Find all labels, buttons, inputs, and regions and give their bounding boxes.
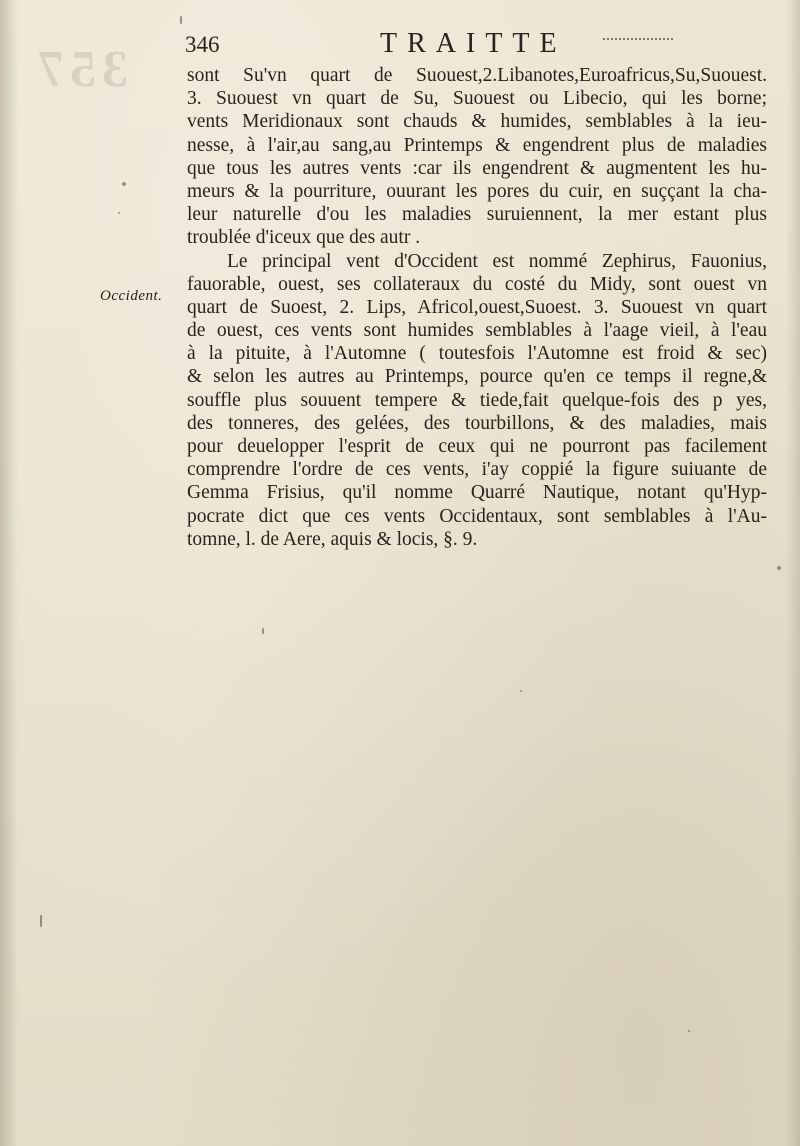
paper-speck xyxy=(688,1030,690,1032)
text-line: meurs & la pourriture, ouurant les pores du cuir, en suççant la cha- xyxy=(187,180,767,202)
text-line: tomne, l. de Aere, aquis & locis, §. 9. xyxy=(187,528,478,550)
running-title: TRAITTE xyxy=(380,28,567,59)
text-line: que tous les autres vents :car ils engendrent & augmentent les hu- xyxy=(187,157,767,179)
text-line: & selon les autres au Printemps, pource qu'en ce temps il regne,& xyxy=(187,366,767,388)
text-line: troublée d'iceux que des autr . xyxy=(187,227,421,249)
paper-speck xyxy=(262,628,264,634)
margin-note: Occident. xyxy=(100,288,163,304)
page-gutter-shadow xyxy=(0,0,18,1146)
paper-speck xyxy=(777,566,781,570)
text-line: à la pituite, à l'Automne ( toutesfois l'Automne est froid & sec) xyxy=(187,343,767,365)
text-line: pocrate dict que ces vents Occidentaux, sont semblables à l'Au- xyxy=(187,505,767,527)
paper-speck xyxy=(180,16,182,24)
text-line: pour deuelopper l'esprit de ceux qui ne pourront pas facilement xyxy=(187,436,767,457)
text-line: quart de Suoest, 2. Lips, Africol,ouest,Suoest. 3. Suouest vn quart xyxy=(187,296,767,318)
text-line: leur naturelle d'ou les maladies suruiennent, la mer estant plus xyxy=(187,204,767,226)
text-line: sont Su'vn quart de Suouest,2.Libanotes,Euroafricus,Su,Suouest. xyxy=(187,65,767,86)
paper-speck xyxy=(122,182,126,186)
page-header xyxy=(185,28,765,68)
text-line: fauorable, ouest, ses collateraux du costé du Midy, sont ouest vn xyxy=(187,273,767,295)
paragraph-1 xyxy=(187,64,767,250)
text-line: Gemma Frisius, qu'il nomme Quarré Nautique, notant qu'Hyp- xyxy=(187,482,767,504)
show-through-ink: 357 xyxy=(32,41,128,98)
page-number: 346 xyxy=(185,32,220,57)
header-ornament xyxy=(603,38,673,50)
body-text xyxy=(187,64,767,551)
text-line: nesse, à l'air,au sang,au Printemps & engendrent plus de maladies xyxy=(187,134,767,156)
paragraph-2 xyxy=(187,250,767,551)
text-line: Le principal vent d'Occident est nommé Zephirus, Fauonius, xyxy=(227,250,767,272)
text-line: 3. Suouest vn quart de Su, Suouest ou Libecio, qui les borne; xyxy=(187,88,767,110)
text-line: comprendre l'ordre de ces vents, i'ay coppié la figure suiuante de xyxy=(187,459,767,481)
paper-speck xyxy=(118,212,120,214)
text-line: de ouest, ces vents sont humides semblables à l'aage vieil, à l'eau xyxy=(187,320,767,342)
page-edge-shadow xyxy=(786,0,800,1146)
text-line: vents Meridionaux sont chauds & humides, semblables à la ieu- xyxy=(187,111,767,133)
text-line: des tonneres, des gelées, des tourbillons, & des maladies, mais xyxy=(187,412,767,434)
paper-speck xyxy=(40,915,42,927)
text-line: souffle plus souuent tempere & tiede,fait quelque-fois des p yes, xyxy=(187,389,767,411)
paper-speck xyxy=(520,690,522,692)
